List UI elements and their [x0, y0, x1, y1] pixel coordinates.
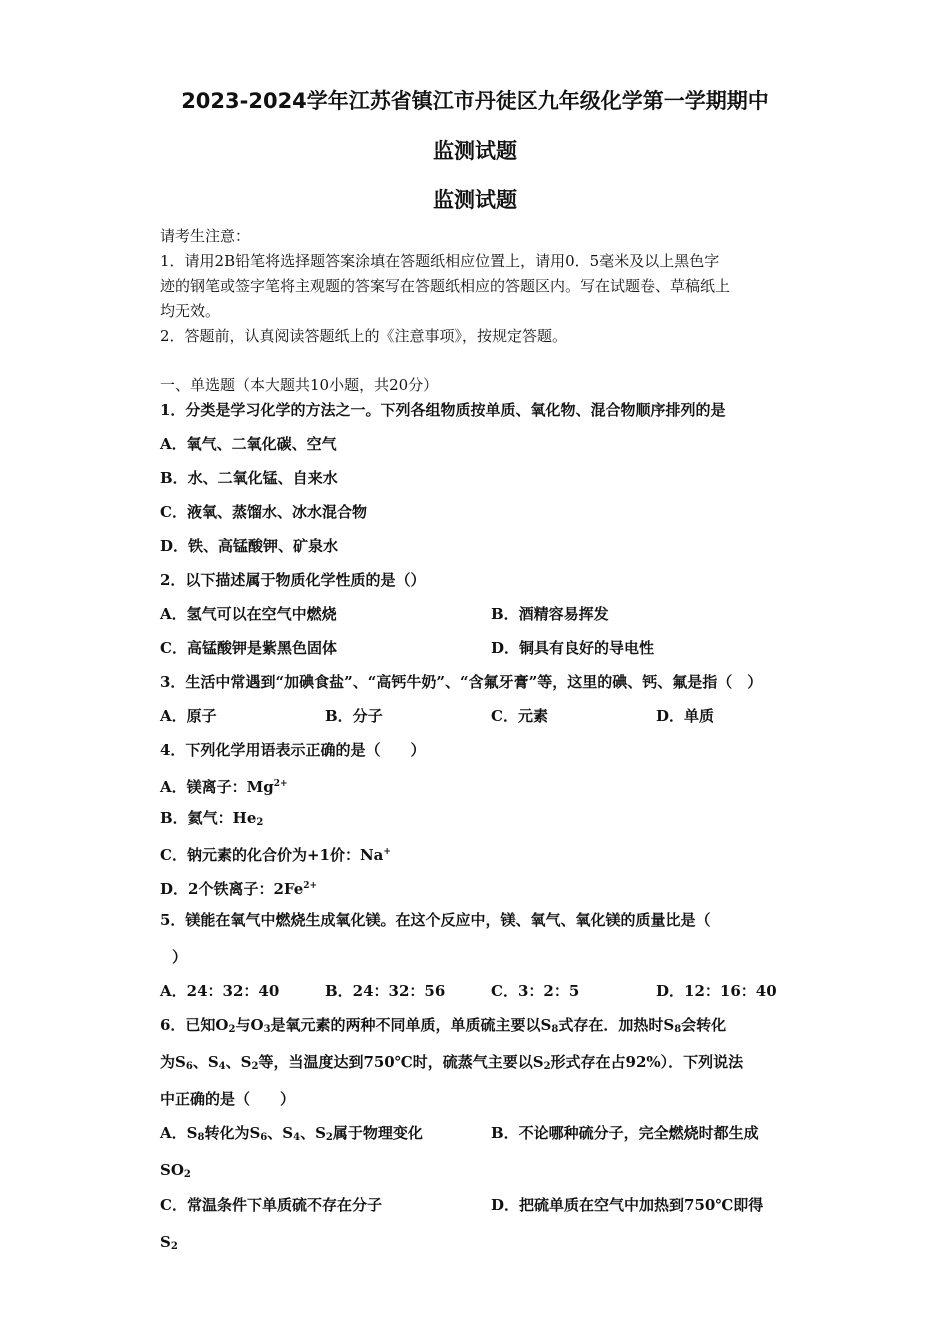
section-heading: 一、单选题（本大题共10小题，共20分）	[160, 376, 439, 394]
q6-l1-s3: 8	[551, 1024, 559, 1035]
q6-a-d: 、S	[300, 1124, 326, 1142]
notice-item1-line2: 迹的钢笔或签字笔将主观题的答案写在答题纸相应的答题区内。写在试题卷、草稿纸上	[160, 277, 731, 295]
q3-option-b: B．分子	[325, 707, 383, 725]
q6-l1-d: 式存在．加热时S	[558, 1016, 675, 1034]
notice-heading: 请考生注意：	[160, 227, 251, 245]
q6-l2-c: 、S	[225, 1053, 252, 1071]
q6-b-cont: SO	[160, 1161, 184, 1179]
q4-option-a-sup: 2+	[273, 779, 288, 789]
q4-option-c-text: C．钠元素的化合价为+1价：Na	[160, 846, 384, 864]
q5-option-a: A．24：32：40	[160, 982, 280, 1000]
q4-option-d-sup: 2+	[303, 881, 318, 891]
q6-l2-s1: 6	[185, 1061, 193, 1072]
q6-option-d: D．把硫单质在空气中加热到750℃即得	[491, 1196, 764, 1214]
q6-stem-line1	[160, 1014, 726, 1041]
q5-stem-line2: ）	[172, 948, 188, 966]
q4-stem: 4．下列化学用语表示正确的是（ ）	[160, 741, 426, 759]
q5-stem-line1: 5．镁能在氧气中燃烧生成氧化镁。在这个反应中，镁、氧气、氧化镁的质量比是（	[160, 911, 711, 929]
q6-option-d-continued	[160, 1231, 178, 1258]
q4-option-c-sup: +	[383, 847, 391, 857]
q3-stem: 3．生活中常遇到“加碘食盐”、“高钙牛奶”、“含氟牙膏”等，这里的碘、钙、氟是指（ ）	[160, 673, 763, 691]
q4-option-d	[160, 875, 317, 900]
q6-stem-line2	[160, 1051, 743, 1078]
q2-option-a: A．氢气可以在空气中燃烧	[160, 605, 337, 623]
q6-a-b: 转化为S	[204, 1124, 261, 1142]
q2-stem: 2．以下描述属于物质化学性质的是（）	[160, 571, 426, 589]
notice-item1-line1: 1．请用2B铅笔将选择题答案涂填在答题纸相应位置上，请用0．5毫米及以上黑色字	[160, 252, 720, 270]
q6-a-s1: 8	[197, 1132, 205, 1143]
q4-option-b-text: B．氦气：He	[160, 809, 257, 827]
q6-b-cont-sub: 2	[183, 1169, 191, 1180]
q6-l1-c: 是氧元素的两种不同单质，单质硫主要以S	[270, 1016, 552, 1034]
q6-l1-s4: 8	[674, 1024, 682, 1035]
q6-option-a	[160, 1122, 423, 1149]
q6-l2-s2: 4	[218, 1061, 226, 1072]
q6-stem-line3: 中正确的是（ ）	[160, 1090, 296, 1108]
q6-l2-s4: 2	[543, 1061, 551, 1072]
q6-l2-s3: 2	[251, 1061, 259, 1072]
q6-option-c: C．常温条件下单质硫不存在分子	[160, 1196, 382, 1214]
q1-stem: 1．分类是学习化学的方法之一。下列各组物质按单质、氧化物、混合物顺序排列的是	[160, 401, 726, 419]
q6-option-b-continued	[160, 1159, 191, 1186]
q6-l2-e: 形式存在占92%）．下列说法	[550, 1053, 744, 1071]
q6-d-cont-sub: 2	[170, 1241, 178, 1252]
q6-l2-b: 、S	[192, 1053, 219, 1071]
q6-l2-d: 等，当温度达到750℃时，硫蒸气主要以S	[258, 1053, 544, 1071]
q6-a-s2: 6	[260, 1132, 268, 1143]
q6-d-cont: S	[160, 1233, 171, 1251]
q6-option-b: B．不论哪种硫分子，完全燃烧时都生成	[491, 1124, 759, 1142]
q4-option-a	[160, 773, 288, 798]
q3-option-a: A．原子	[160, 707, 217, 725]
q2-option-c: C．高锰酸钾是紫黑色固体	[160, 639, 337, 657]
q6-a-e: 属于物理变化	[332, 1124, 423, 1142]
q2-option-b: B．酒精容易挥发	[491, 605, 609, 623]
exam-title-line2: 监测试题	[433, 139, 517, 163]
q4-option-b	[160, 807, 263, 834]
q2-option-d: D．铜具有良好的导电性	[491, 639, 655, 657]
q1-option-c: C．液氧、蒸馏水、冰水混合物	[160, 503, 367, 521]
exam-title-line1: 2023-2024学年江苏省镇江市丹徒区九年级化学第一学期期中	[181, 89, 769, 113]
q6-a-s4: 2	[325, 1132, 333, 1143]
notice-item2: 2．答题前，认真阅读答题纸上的《注意事项》，按规定答题。	[160, 327, 568, 345]
q3-option-d: D．单质	[656, 707, 715, 725]
q3-option-c: C．元素	[491, 707, 548, 725]
q6-l2-a: 为S	[160, 1053, 186, 1071]
q6-l1-e: 会转化	[681, 1016, 727, 1034]
notice-item1-line3: 均无效。	[160, 302, 221, 320]
q1-option-a: A．氧气、二氧化碳、空气	[160, 435, 337, 453]
q4-option-c	[160, 841, 391, 866]
q4-option-b-sub: 2	[256, 817, 264, 828]
q6-a-s3: 4	[293, 1132, 301, 1143]
q4-option-a-text: A．镁离子：Mg	[160, 778, 274, 796]
q5-option-d: D．12：16：40	[656, 982, 777, 1000]
q4-option-d-text: D．2个铁离子：2Fe	[160, 880, 304, 898]
q6-a-c: 、S	[267, 1124, 294, 1142]
q1-option-b: B．水、二氧化锰、自来水	[160, 469, 338, 487]
q5-option-c: C．3：2：5	[491, 982, 580, 1000]
q5-option-b: B．24：32：56	[325, 982, 446, 1000]
q6-l1-s2: 3	[263, 1024, 271, 1035]
q1-option-d: D．铁、高锰酸钾、矿泉水	[160, 537, 339, 555]
exam-title-line3: 监测试题	[433, 188, 517, 212]
q6-l1-s1: 2	[228, 1024, 236, 1035]
q6-a-a: A．S	[160, 1124, 198, 1142]
q6-l1-b: 与O	[235, 1016, 264, 1034]
q6-l1-a: 6．已知O	[160, 1016, 229, 1034]
